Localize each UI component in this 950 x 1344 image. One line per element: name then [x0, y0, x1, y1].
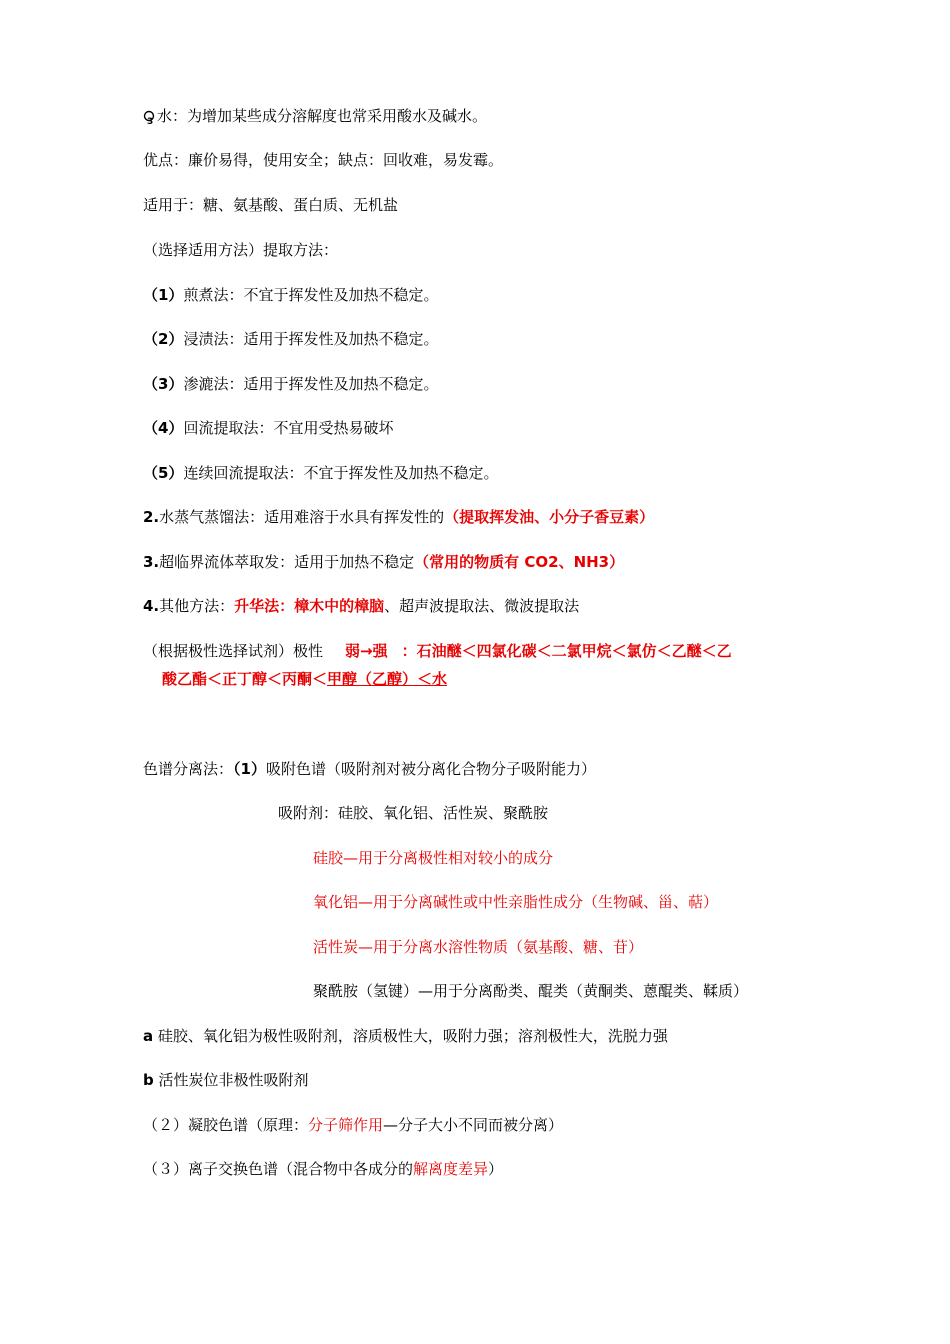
applicable-line: 适用于：糖、氨基酸、蛋白质、无机盐 [143, 196, 399, 214]
polyamide-line: 聚酰胺（氢键）—用于分离酚类、醌类（黄酮类、蒽醌类、鞣质） [313, 982, 749, 1000]
alumina-line: 氧化铝—用于分离碱性或中性亲脂性成分（生物碱、甾、萜） [313, 893, 719, 911]
gel-chroma-line: （２）凝胶色谱（原理：分子筛作用—分子大小不同而被分离） [143, 1116, 564, 1134]
polarity-line-2: 酸乙酯＜正丁醇＜丙酮＜甲醇（乙醇）＜水 [162, 670, 448, 688]
carbon-line: 活性炭—用于分离水溶性物质（氨基酸、糖、苷） [313, 938, 644, 956]
water-text: 水：为增加某些成分溶解度也常采用酸水及碱水。 [157, 107, 488, 125]
ion-chroma-line: （３）离子交换色谱（混合物中各成分的解离度差异） [143, 1160, 504, 1178]
supercritical-line: 3.超临界流体萃取发：适用于加热不稳定（常用的物质有 CO2、NH3） [143, 553, 625, 571]
pros-cons-line: 优点：廉价易得，使用安全；缺点：回收难，易发霉。 [143, 151, 504, 169]
note-a-line: a 硅胶、氧化铝为极性吸附剂，溶质极性大，吸附力强；溶剂极性大，洗脱力强 [143, 1027, 668, 1045]
note-b-line: b 活性炭位非极性吸附剂 [143, 1071, 309, 1089]
svg-text:3: 3 [147, 117, 154, 125]
method-1: （1）煎煮法：不宜于挥发性及加热不稳定。 [143, 286, 439, 304]
silica-line: 硅胶—用于分离极性相对较小的成分 [313, 849, 554, 867]
water-line [143, 106, 487, 126]
other-methods-line: 4.其他方法：升华法：樟木中的樟脑、超声波提取法、微波提取法 [143, 597, 580, 615]
method-3: （3）渗漉法：适用于挥发性及加热不稳定。 [143, 375, 439, 393]
method-4: （4）回流提取法：不宜用受热易破坏 [143, 419, 394, 437]
method-5: （5）连续回流提取法：不宜于挥发性及加热不稳定。 [143, 464, 499, 482]
adsorbents-line: 吸附剂：硅胶、氧化铝、活性炭、聚酰胺 [278, 804, 549, 822]
steam-distillation-line: 2.水蒸气蒸馏法：适用难溶于水具有挥发性的（提取挥发油、小分子香豆素） [143, 508, 655, 526]
method-2: （2）浸渍法：适用于挥发性及加热不稳定。 [143, 330, 439, 348]
chroma-title-line: 色谱分离法：（1）吸附色谱（吸附剂对被分离化合物分子吸附能力） [143, 760, 596, 778]
polarity-line-1: （根据极性选择试剂）极性 弱→强 ：石油醚＜四氯化碳＜二氯甲烷＜氯仿＜乙醚＜乙 [143, 642, 732, 660]
extract-title: （选择适用方法）提取方法： [143, 241, 339, 259]
bullet-3-icon [143, 109, 157, 123]
